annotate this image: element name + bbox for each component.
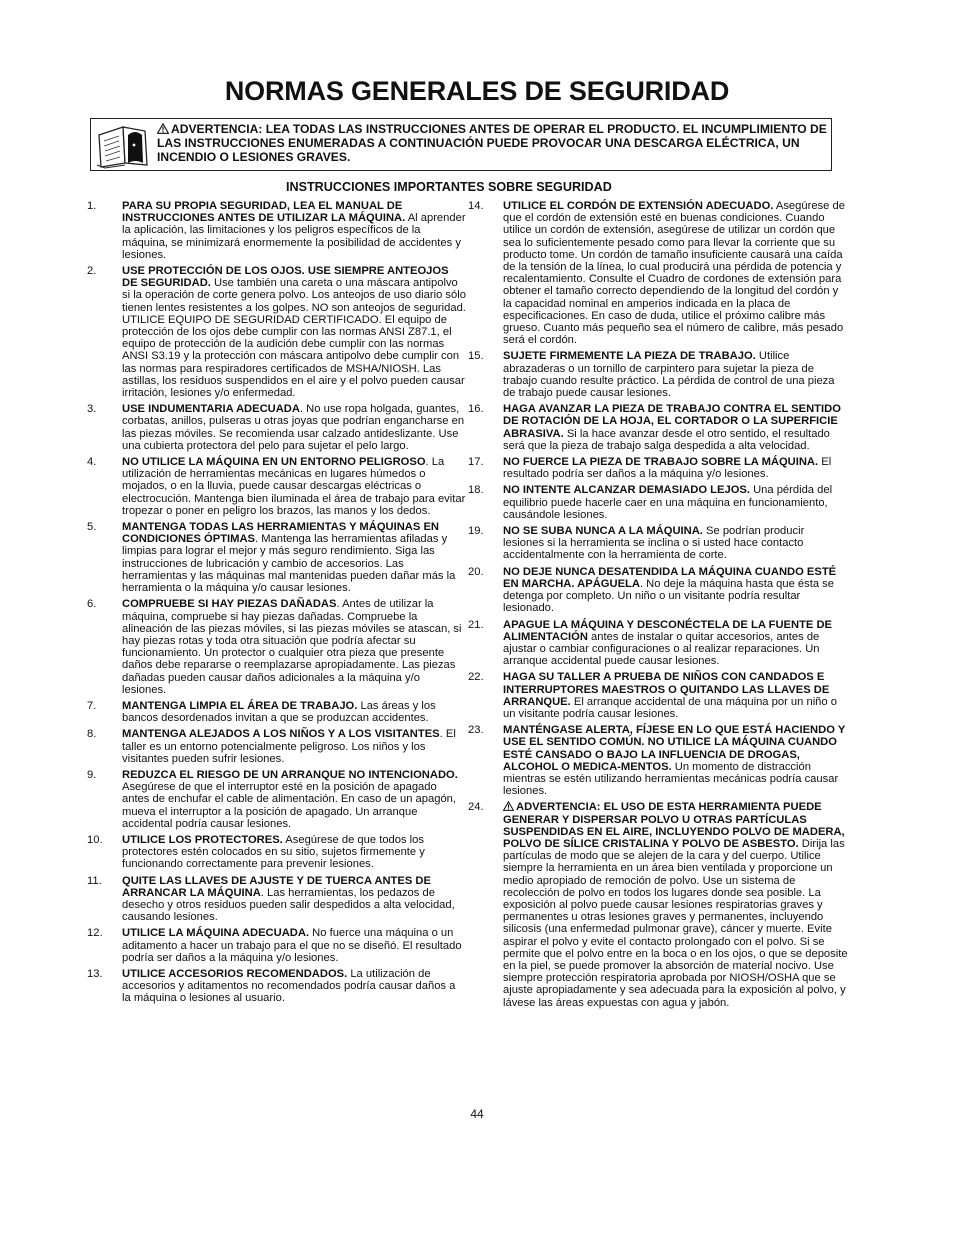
item-number: 2. (87, 265, 97, 278)
warning-triangle-icon (157, 123, 169, 134)
list-item (468, 403, 848, 452)
list-item (468, 724, 848, 797)
list-item (468, 456, 848, 480)
item-number: 22. (468, 671, 484, 684)
item-number: 20. (468, 565, 484, 578)
item-text: Asegúrese de que todos los protectores estén colocados en su sitio, sujetos firmemente y funcionando correctamente para prevenir lesiones. (122, 833, 425, 871)
list-item (87, 700, 467, 724)
item-number: 3. (87, 403, 97, 416)
list-item (468, 671, 848, 720)
item-heading: SUJETE FIRMEMENTE LA PIEZA DE TRABAJO. (503, 350, 756, 363)
list-item (87, 598, 467, 696)
item-number: 10. (87, 833, 103, 846)
item-number: 5. (87, 521, 97, 534)
item-heading: NO UTILICE LA MÁQUINA EN UN ENTORNO PELIGROSO (122, 456, 426, 469)
item-text: No fuerce una máquina o un aditamento a hacer un trabajo para el que no se diseñó. El resultado podría ser daños a la máquina y/o lesiones. (122, 927, 462, 964)
item-text: El resultado podría ser daños a la máquina y/o lesiones. (503, 456, 832, 481)
warning-box (90, 118, 832, 171)
item-text: La utilización de accesorios y aditamentos no recomendados podría causar daños a la máquina o lesiones al usuario. (122, 967, 456, 1005)
item-text: Dirija las partículas de modo que se alejen de la cara y del cuerpo. Utilice siempre la herramienta en un área bien ventilada y proporcione un medio apropiado de remoción de polvo. Use un sistema de recolección de polvo en todos los lugares donde sea posible. La exposición al polvo puede causar lesiones respiratorias graves y permanentes u otras lesiones graves y permanentes, incluyendo silicosis (una enfermedad pulmonar grave), cáncer y muerte. Evite aspirar el polvo y evite el contacto prolongado con el polvo. Si se permite que el polvo entre en la boca o en los ojos, o que se deposite en la piel, se puede promover la absorción de material nocivo. Use siempre protección respiratoria aprobada por NIOSH/OSHA que se ajuste apropiadamente y sea adecuada para la exposición al polvo, y lávese las áreas expuestas con agua y jabón. (503, 837, 848, 1009)
list-item (87, 728, 467, 765)
item-heading: QUITE LAS LLAVES DE AJUSTE Y DE TUERCA ANTES DE ARRANCAR LA MÁQUINA (122, 874, 431, 899)
list-item (87, 769, 467, 830)
list-item (87, 403, 467, 452)
item-text: . No use ropa holgada, guantes, corbatas, anillos, pulseras u otras joyas que podrían engancharse en las piezas móviles. Se recomienda usar calzado antideslizante. Use una cubierta protectora del pelo para sujetar el pelo largo. (122, 403, 465, 452)
item-text: Use también una careta o una máscara antipolvo si la operación de corte genera polvo. Los anteojos de uso diario sólo tienen lentes resistentes a los golpes. NO son anteojos de seguridad. UTILICE EQUIPO DE SEGURIDAD CERTIFICADO. El equipo de protección de los ojos debe cumplir con las normas ANSI Z87.1, el equipo de protección de la audición debe cumplir con las normas ANSI S3.19 y la protección con máscara antipolvo debe cumplir con las normas para respiradores certificados de MSHA/NIOSH. Las astillas, los residuos suspendidos en el aire y el polvo pueden causar irritación, lesiones y/o enfermedad. (122, 277, 466, 400)
list-item (87, 927, 467, 964)
list-item (468, 200, 848, 346)
item-text: antes de instalar o quitar accesorios, antes de ajustar o cambiar configuraciones o al realizar reparaciones. Un arranque accidental puede causar lesiones. (503, 630, 820, 668)
item-heading: APAGUE LA MÁQUINA Y DESCONÉCTELA DE LA FUENTE DE ALIMENTACIÓN (503, 618, 833, 643)
page-number: 44 (470, 1107, 484, 1121)
item-text: . El taller es un entorno potencialmente peligroso. Los niños y los visitantes pueden sufrir lesiones. (122, 728, 456, 765)
item-heading: UTILICE LOS PROTECTORES. (122, 833, 283, 846)
item-number: 11. (87, 874, 102, 887)
item-text: . Mantenga las herramientas afiladas y limpias para lograr el mejor y más seguro rendimiento. Siga las instrucciones de lubricación y cambio de accesorios. Las herramientas y las máquinas mal mantenidas pueden dañar más la herramienta o la máquina y/o causar lesiones. (122, 533, 456, 595)
list-item (87, 968, 467, 1005)
item-heading: MANTENGA ALEJADOS A LOS NIÑOS Y A LOS VISITANTES (122, 728, 440, 741)
item-text: El arranque accidental de una máquina por un niño o un visitante podría causar lesiones. (503, 695, 837, 720)
item-text: Las áreas y los bancos desordenados invitan a que se produzcan accidentes. (122, 699, 436, 725)
item-text: Si la hace avanzar desde el otro sentido, el resultado será que la pieza de trabajo salga despedida a alta velocidad. (503, 427, 830, 452)
item-heading: USE INDUMENTARIA ADECUADA (122, 403, 300, 416)
item-text: . No deje la máquina hasta que ésta se detenga por completo. Un niño o un visitante podría resultar lesionado. (503, 577, 834, 615)
list-item (468, 525, 848, 562)
item-heading: PARA SU PROPIA SEGURIDAD, LEA EL MANUAL DE INSTRUCCIONES ANTES DE UTILIZAR LA MÁQUINA. (122, 200, 406, 225)
list-item (87, 265, 467, 399)
item-text: Asegúrese de que el interruptor esté en la posición de apagado antes de enchufar el cable de alimentación. En caso de un apagón, mueva el interruptor a la posición de apagado. Un arranque accidental podría causar lesiones. (122, 781, 456, 830)
item-heading: ADVERTENCIA: EL USO DE ESTA HERRAMIENTA PUEDE GENERAR Y DISPERSAR POLVO U OTRAS PARTÍCULAS SUSPENDIDAS EN EL AIRE, INCLUYENDO POLVO DE MADERA, POLVO DE SÍLICE CRISTALINA Y POLVO DE ASBESTO. (503, 801, 845, 850)
item-number: 24. (468, 801, 484, 814)
item-number: 6. (87, 598, 97, 611)
list-item (468, 484, 848, 521)
list-item (468, 619, 848, 668)
item-heading: USE PROTECCIÓN DE LOS OJOS. USE SIEMPRE ANTEOJOS DE SEGURIDAD. (122, 265, 449, 290)
list-item (87, 521, 467, 594)
left-column (87, 200, 467, 1009)
warning-triangle-icon (503, 801, 514, 811)
item-number: 17. (468, 456, 484, 469)
section-heading: INSTRUCCIONES IMPORTANTES SOBRE SEGURIDAD (286, 180, 612, 194)
list-item (87, 875, 467, 924)
item-heading: NO FUERCE LA PIEZA DE TRABAJO SOBRE LA MÁQUINA. (503, 456, 819, 469)
item-heading: COMPRUEBE SI HAY PIEZAS DAÑADAS (122, 598, 337, 611)
item-number: 4. (87, 456, 97, 469)
item-heading: MANTENGA TODAS LAS HERRAMIENTAS Y MÁQUINAS EN CONDICIONES ÓPTIMAS (122, 521, 439, 546)
item-number: 16. (468, 403, 484, 416)
list-item (468, 350, 848, 399)
item-heading: UTILICE ACCESORIOS RECOMENDADOS. (122, 967, 348, 980)
item-text: Una pérdida del equilibrio puede hacerle caer en una máquina en funcionamiento, causándole lesiones. (503, 484, 833, 521)
item-number: 9. (87, 768, 97, 781)
warning-text: ADVERTENCIA: LEA TODAS LAS INSTRUCCIONES ANTES DE OPERAR EL PRODUCTO. EL INCUMPLIMIENTO DE LAS INSTRUCCIONES ENUMERADAS A CONTINUACIÓN PUEDE PROVOCAR UNA DESCARGA ELÉCTRICA, UN INCENDIO O LESIONES GRAVES. (157, 122, 827, 164)
right-column (468, 200, 848, 1013)
item-heading: NO SE SUBA NUNCA A LA MÁQUINA. (503, 525, 703, 538)
item-number: 1. (87, 200, 97, 212)
item-heading: NO DEJE NUNCA DESATENDIDA LA MÁQUINA CUANDO ESTÉ EN MARCHA. APÁGUELA (503, 565, 837, 590)
item-number: 14. (468, 200, 484, 212)
item-heading: HAGA AVANZAR LA PIEZA DE TRABAJO CONTRA EL SENTIDO DE ROTACIÓN DE LA HOJA, EL CORTADOR O LA SUPERFICIE ABRASIVA. (503, 403, 841, 440)
list-item (87, 834, 467, 871)
item-number: 13. (87, 967, 103, 980)
item-text: . La utilización de herramientas mecánicas en lugares húmedos o mojados, o en la lluvia, puede causar descargas eléctricas o electrocución. Mantenga bien iluminada el área de trabajo para evitar tropezar o poner en peligro los brazos, las manos y los dedos. (122, 456, 466, 517)
item-number: 7. (87, 699, 97, 712)
item-number: 8. (87, 728, 97, 741)
list-item (87, 456, 467, 517)
list-item (468, 566, 848, 615)
page-title: NORMAS GENERALES DE SEGURIDAD (224, 76, 730, 106)
item-heading: UTILICE EL CORDÓN DE EXTENSIÓN ADECUADO. (503, 200, 774, 212)
item-number: 21. (468, 618, 484, 631)
list-item (468, 801, 848, 1008)
item-heading: MANTENGA LIMPIA EL ÁREA DE TRABAJO. (122, 699, 358, 712)
item-text: Un momento de distracción mientras se estén utilizando herramientas mecánicas podría causar lesiones. (503, 760, 839, 798)
item-heading: MANTÉNGASE ALERTA, FÍJESE EN LO QUE ESTÁ HACIENDO Y USE EL SENTIDO COMÚN. NO UTILICE LA MÁQUINA CUANDO ESTÉ CANSADO O BAJO LA INFLUENCIA DE DROGAS, ALCOHOL O MEDICA-MENTOS. (503, 724, 846, 773)
list-item (87, 200, 467, 261)
item-text: Asegúrese de que el cordón de extensión esté en buenas condiciones. Cuando utilice un cordón de extensión, asegúrese de utilizar un cordón que sea lo suficientemente pesado como para llevar la corriente que su producto tome. Un cordón de tamaño insuficiente causará una caída de la tensión de la línea, lo cual producirá una pérdida de potencia y recalentamiento. Consulte el Cuadro de cordones de extensión para obtener el tamaño correcto dependiendo de la longitud del cordón y la capacidad nominal en amperios indicada en la placa de especificaciones. En caso de duda, utilice el próximo calibre más grueso. Cuanto más pequeño sea el número de calibre, más pesado será el cordón. (503, 200, 845, 347)
item-number: 23. (468, 724, 484, 737)
item-text: Utilice abrazaderas o un tornillo de carpintero para sujetar la pieza de trabajo cuando resulte práctico. La pérdida de control de una pieza de trabajo puede causar lesiones. (503, 350, 835, 400)
item-text: . Las herramientas, los pedazos de desecho y otros residuos pueden salir despedidos a alta velocidad, causando lesiones. (122, 886, 455, 924)
item-number: 12. (87, 927, 103, 940)
manual-book-icon (95, 121, 151, 169)
item-heading: UTILICE LA MÁQUINA ADECUADA. (122, 927, 310, 940)
item-heading: NO INTENTE ALCANZAR DEMASIADO LEJOS. (503, 484, 750, 497)
item-text: Se podrían producir lesiones si la herramienta se inclina o si usted hace contacto accidentalmente con la herramienta de corte. (503, 525, 805, 562)
item-number: 19. (468, 525, 484, 538)
item-number: 15. (468, 350, 484, 363)
item-heading: REDUZCA EL RIESGO DE UN ARRANQUE NO INTENCIONADO. (122, 768, 458, 781)
item-text: Al aprender la aplicación, las limitaciones y los peligros específicos de la máquina, se minimizará enormemente la posibilidad de accidentes y lesiones. (122, 212, 466, 261)
item-number: 18. (468, 484, 484, 497)
item-heading: HAGA SU TALLER A PRUEBA DE NIÑOS CON CANDADOS E INTERRUPTORES MAESTROS O QUITANDO LAS LLAVES DE ARRANQUE. (503, 671, 830, 708)
item-text: . Antes de utilizar la máquina, compruebe si hay piezas dañadas. Compruebe la alineación de las piezas móviles, si las piezas móviles se atascan, si hay piezas rotas y toda otra situación que podría afectar su funcionamiento. Un protector o cualquier otra pieza que presente daños debe repararse o reemplazarse apropiadamente. Las piezas dañadas pueden causar daños adicionales a la máquina y/o lesiones. (122, 598, 462, 696)
